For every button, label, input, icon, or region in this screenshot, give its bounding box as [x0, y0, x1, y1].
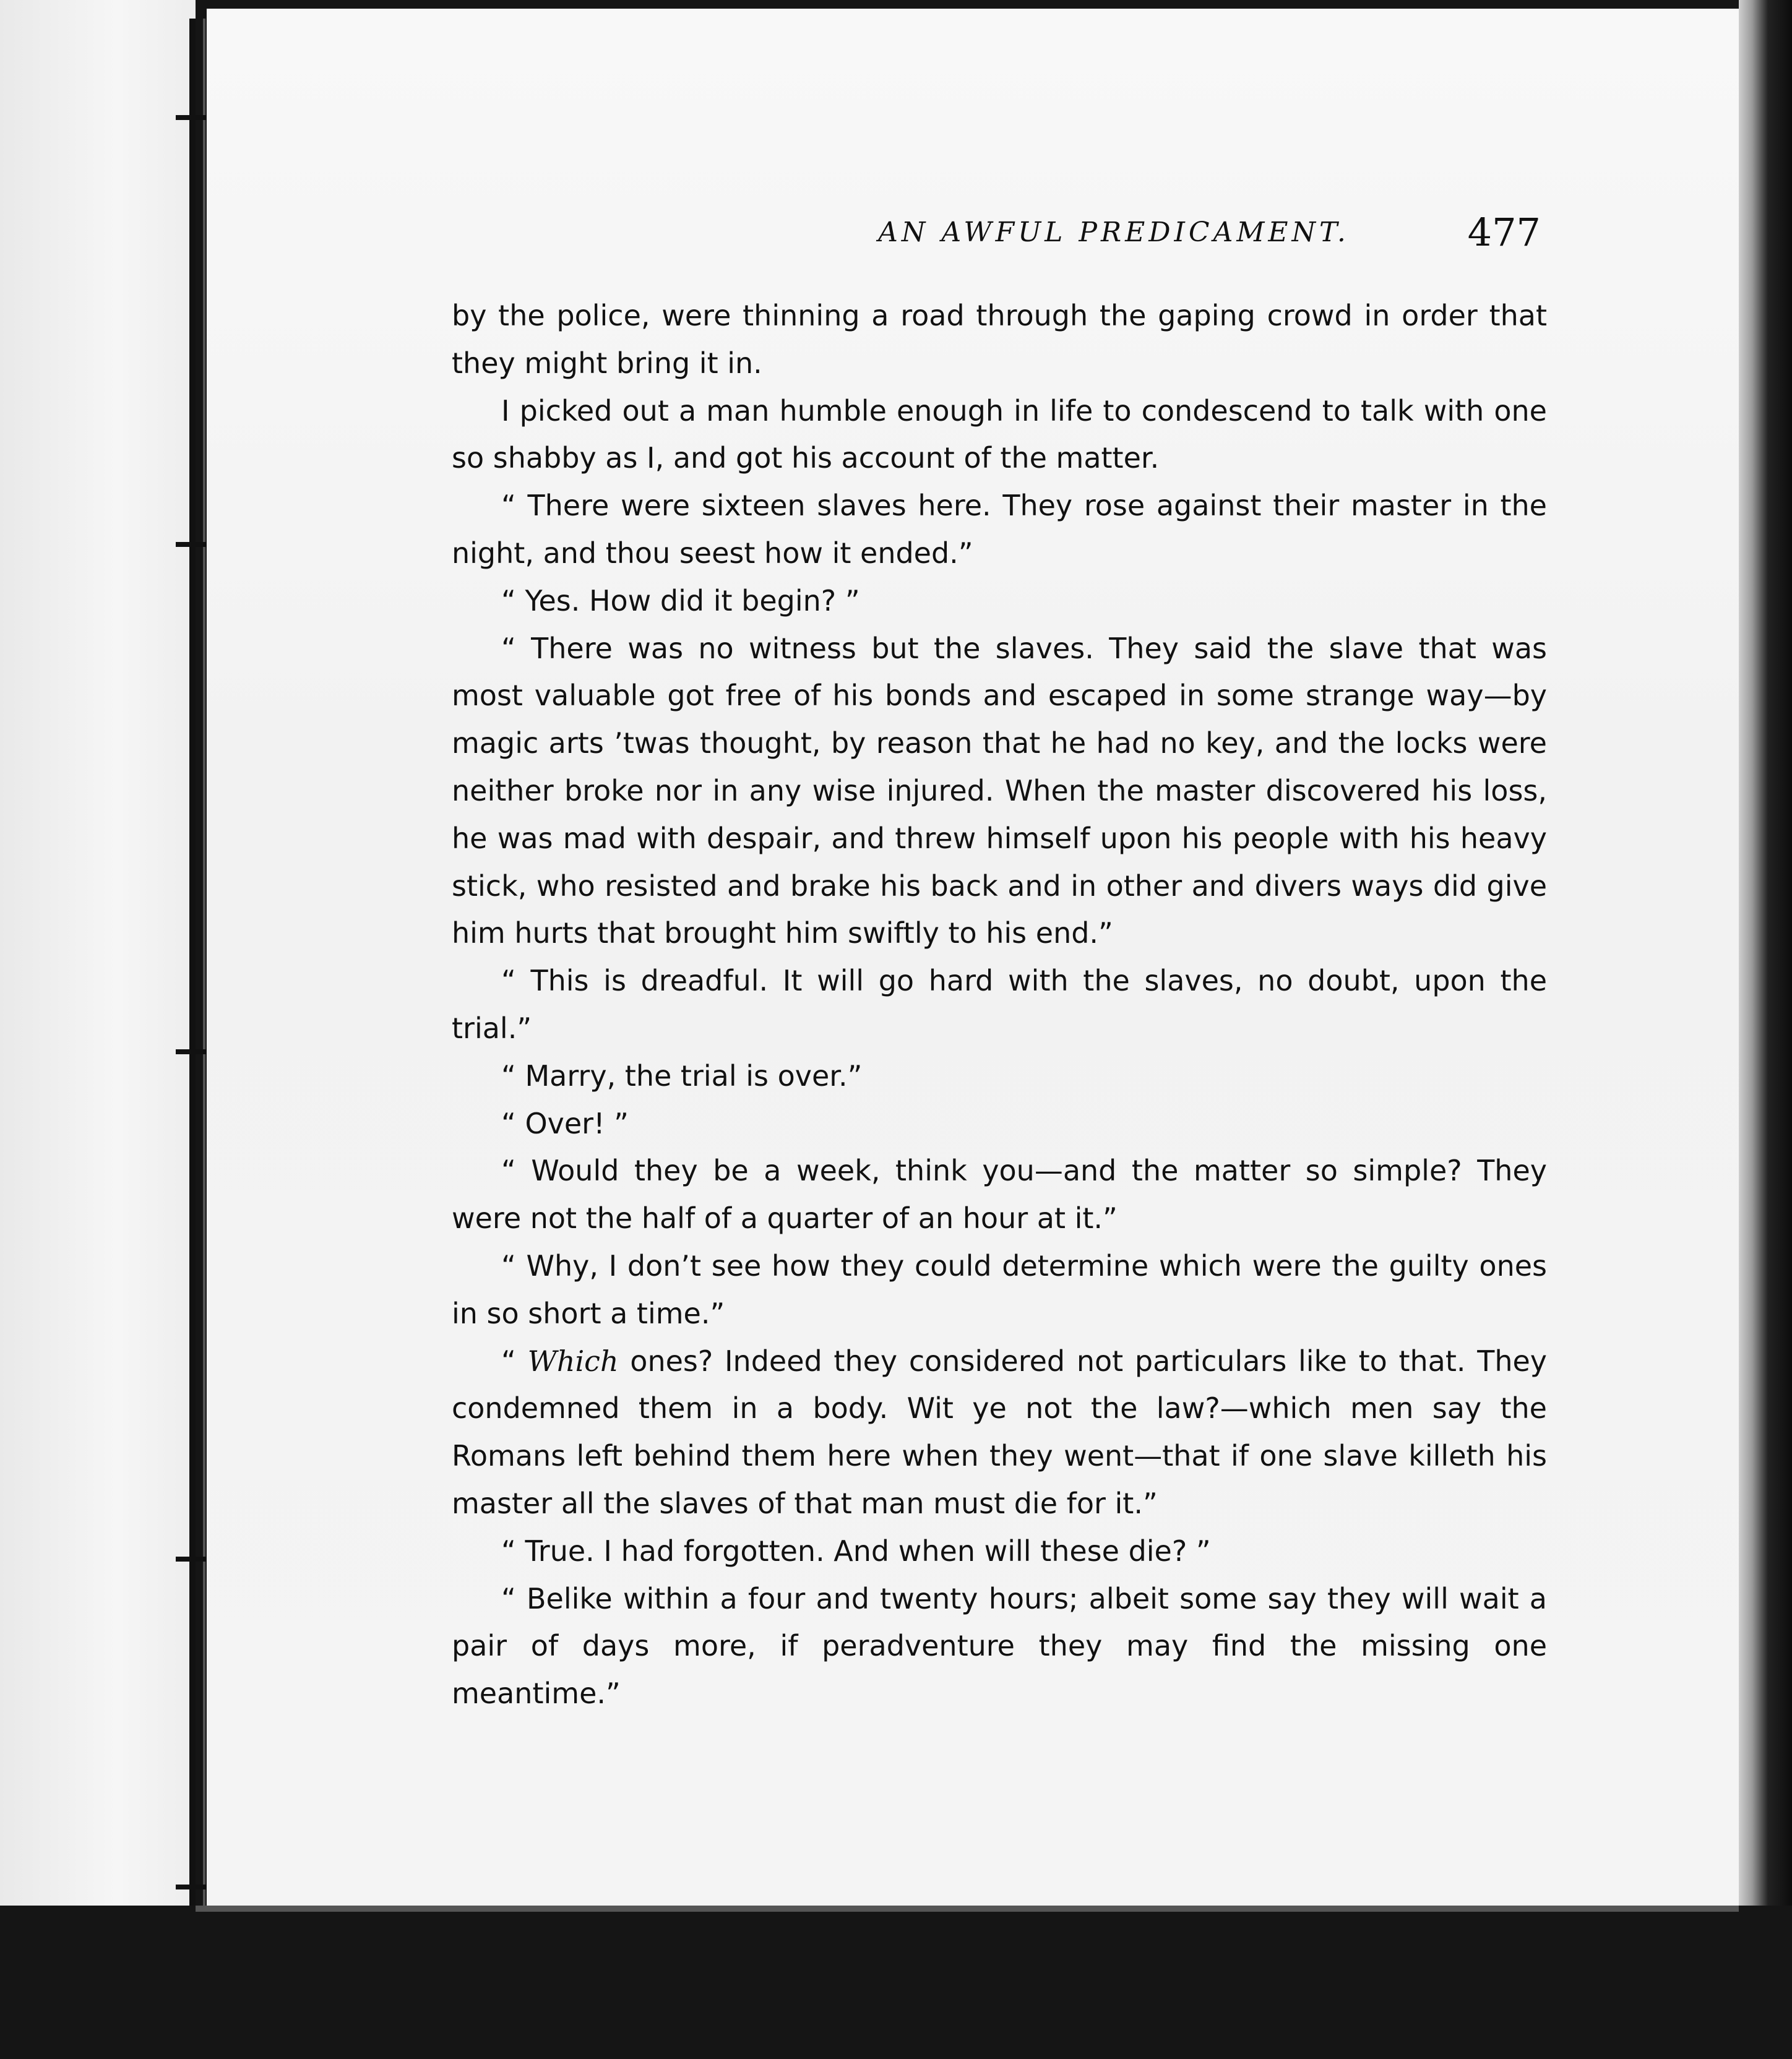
binding-gutter [189, 19, 196, 2011]
paragraph-rest: ones? Indeed they considered not particulars like to that. They condemned them in a body. Wit ye not the law?—which men say the Romans left behind them here when they went—that if one slave killeth his master all the slaves of that man must die for it.” [452, 1344, 1548, 1520]
quote-open: “ [501, 1344, 528, 1378]
page-number: 477 [1467, 210, 1541, 255]
page-bottom-edge [196, 1906, 1739, 1912]
paragraph: “ There was no witness but the slaves. They said the slave that was most valuable got free of his bonds and escaped in some strange way—by magic arts ’twas thought, by reason that he had no key, and the locks were neither broke nor in any wise injured. When the master discovered his loss, he was mad with despair, and threw himself upon his people with his heavy stick, who resisted and brake his back and in other and divers ways did give him hurts that brought him swiftly to his end.” [452, 631, 1547, 950]
binding-stitch-mark [176, 115, 208, 120]
paragraph: “ Over! ” [501, 1106, 629, 1140]
left-page-edge [0, 0, 196, 2011]
paragraph: “ True. I had forgotten. And when will these die? ” [501, 1534, 1211, 1568]
running-head: AN AWFUL PREDICAMENT. [878, 217, 1350, 248]
paragraph: by the police, were thinning a road through the gaping crowd in order that they might bring it in. [452, 299, 1547, 380]
body-text [452, 292, 1547, 1717]
binding-stitch-mark [176, 1049, 208, 1054]
paragraph [452, 1338, 1547, 1528]
binding-stitch-mark [176, 1557, 208, 1562]
emphasized-word: Which [527, 1344, 619, 1378]
paragraph: “ Would they be a week, think you—and the matter so simple? They were not the half of a quarter of an hour at it.” [452, 1154, 1547, 1236]
paragraph: I picked out a man humble enough in life to condescend to talk with one so shabby as I, and got his account of the matter. [452, 393, 1547, 475]
right-page-edge [1739, 0, 1792, 2059]
paragraph: “ Yes. How did it begin? ” [501, 583, 860, 617]
paragraph: “ There were sixteen slaves here. They rose against their master in the night, and thou seest how it ended.” [452, 489, 1547, 570]
paragraph: “ Why, I don’t see how they could determine which were the guilty ones in so short a time.” [452, 1249, 1547, 1330]
paragraph: “ This is dreadful. It will go hard with the slaves, no doubt, upon the trial.” [452, 964, 1547, 1045]
paragraph: “ Belike within a four and twenty hours; albeit some say they will wait a pair of days more, if peradventure they may find the missing one meantime.” [452, 1581, 1547, 1711]
binding-gutter-inner [203, 19, 205, 2011]
binding-stitch-mark [176, 542, 208, 547]
paragraph: “ Marry, the trial is over.” [501, 1059, 863, 1093]
binding-stitch-mark [176, 1885, 208, 1889]
scan-bottom-border [0, 1906, 1792, 2059]
